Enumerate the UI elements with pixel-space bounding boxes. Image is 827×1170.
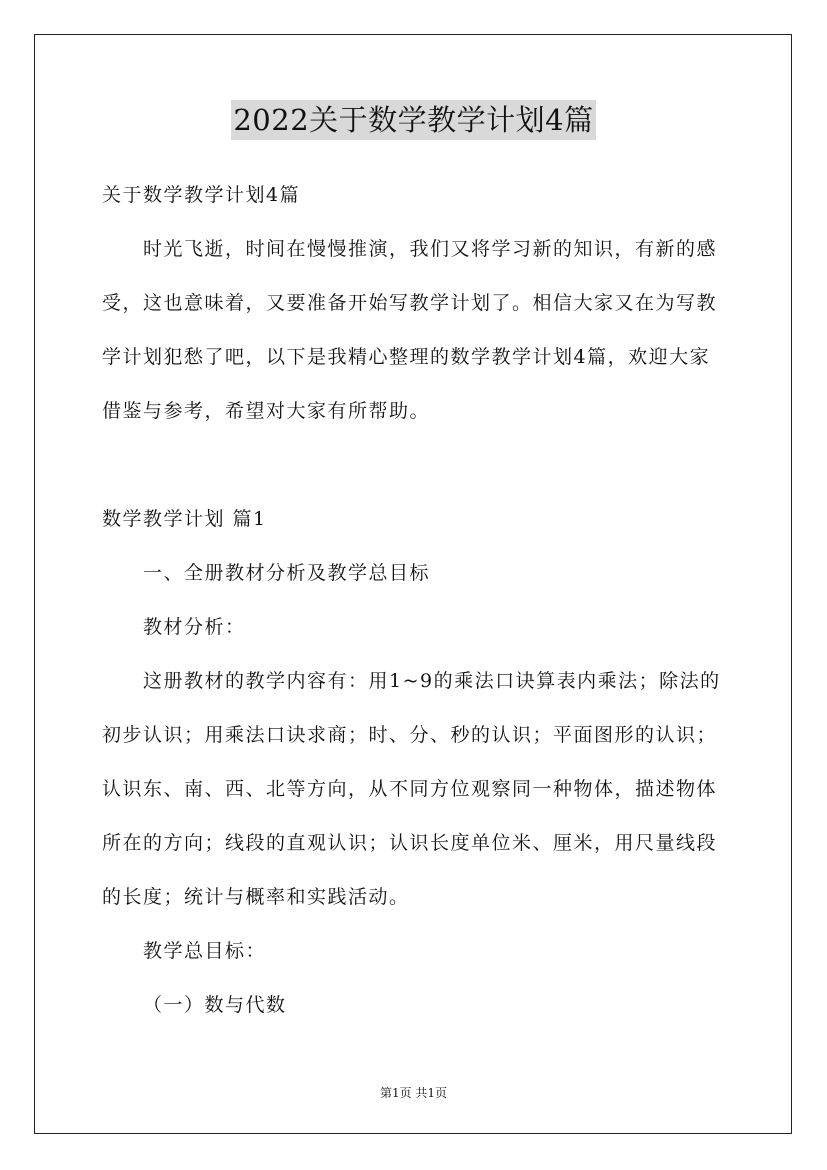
- subsection-label: 教学总目标：: [143, 940, 267, 962]
- section-heading: 数学教学计划 篇1: [102, 508, 267, 530]
- subsection-heading: 一、全册教材分析及教学总目标: [143, 562, 431, 584]
- paragraph-line: 受，这也意味着，又要准备开始写教学计划了。相信大家又在为写教: [102, 292, 718, 314]
- subtitle-line: 关于数学教学计划4篇: [102, 184, 301, 206]
- paragraph-line: 学计划犯愁了吧，以下是我精心整理的数学教学计划4篇，欢迎大家: [102, 346, 711, 368]
- page-footer: 第1页 共1页: [379, 1086, 448, 1100]
- paragraph-line: 初步认识；用乘法口诀求商；时、分、秒的认识；平面图形的认识；: [102, 724, 718, 746]
- subsection-label: 教材分析：: [143, 616, 246, 638]
- subsection-label: （一）数与代数: [143, 994, 287, 1016]
- paragraph-line: 所在的方向；线段的直观认识；认识长度单位米、厘米，用尺量线段: [102, 832, 718, 854]
- title-container: [0, 100, 827, 140]
- paragraph-line: 的长度；统计与概率和实践活动。: [102, 886, 410, 908]
- paragraph-line: 这册教材的教学内容有：用1~9的乘法口诀算表内乘法；除法的: [143, 670, 721, 692]
- document-title: 2022关于数学教学计划4篇: [231, 100, 595, 140]
- paragraph-line: 时光飞逝，时间在慢慢推演，我们又将学习新的知识，有新的感: [143, 238, 718, 260]
- paragraph-line: 借鉴与参考，希望对大家有所帮助。: [102, 400, 431, 422]
- paragraph-line: 认识东、南、西、北等方向，从不同方位观察同一种物体，描述物体: [102, 778, 718, 800]
